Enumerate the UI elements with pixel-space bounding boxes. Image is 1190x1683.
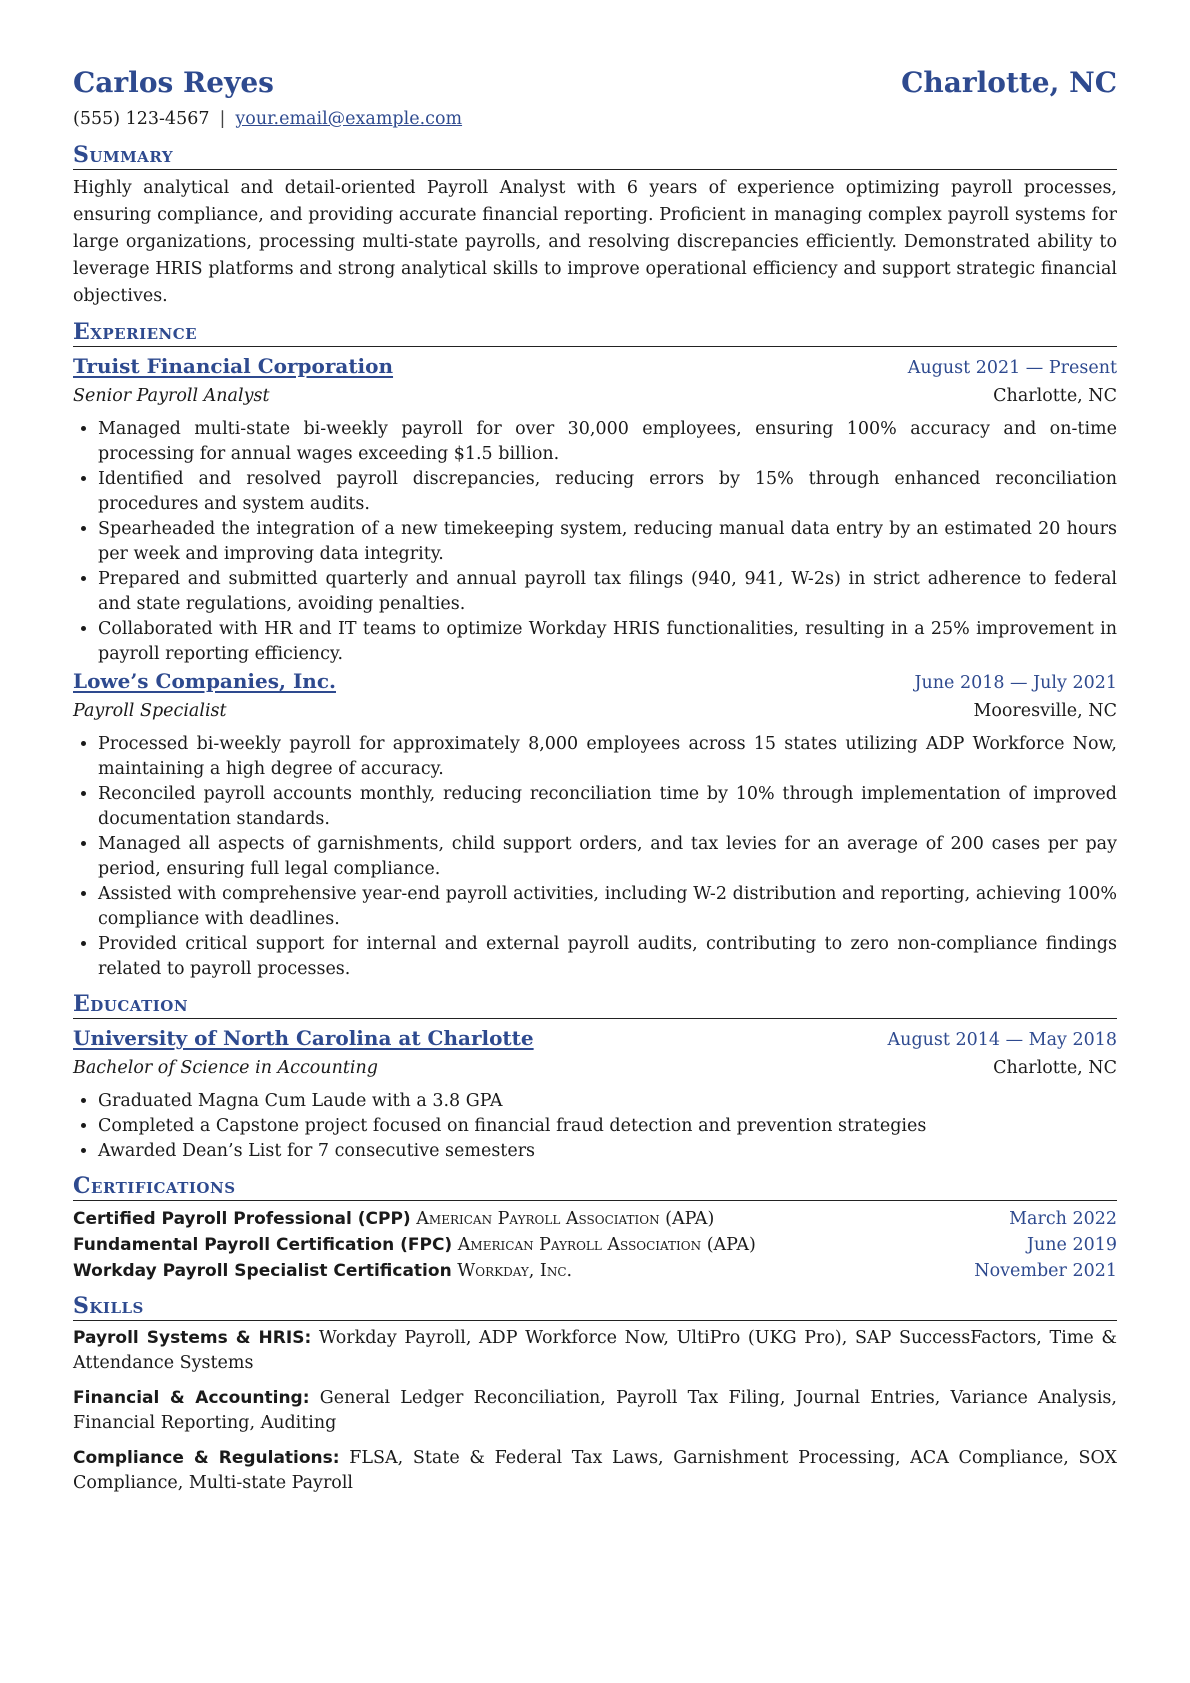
job-title: Payroll Specialist [73,701,227,721]
skills-list [73,1326,1117,1496]
education-dates: August 2014 — May 2018 [887,1030,1117,1050]
certification-row [73,1258,1117,1284]
education-bullets [73,1089,1117,1164]
bullet-item: • Identified and resolved payroll discrepancies, reducing errors by 15% through enhanced reconciliation procedures and system audits. [98,467,1117,517]
phone-number: (555) 123-4567 [73,109,210,129]
certification-row [73,1232,1117,1258]
candidate-location: Charlotte, NC [901,66,1117,99]
experience-entry [73,352,1117,667]
certification-name: Fundamental Payroll Certification (FPC) [73,1235,453,1255]
company-link[interactable]: Truist Financial Corporation [73,354,394,378]
certification-list [73,1206,1117,1284]
skill-group [73,1446,1117,1496]
school-link[interactable]: University of North Carolina at Charlotte [73,1026,534,1050]
bullet-item: • Reconciled payroll accounts monthly, reducing reconciliation time by 10% through implementation of improved documentation standards. [98,782,1117,832]
certification-date: March 2022 [1009,1209,1117,1229]
job-dates: June 2018 — July 2021 [914,673,1117,693]
certification-date: June 2019 [1026,1235,1117,1255]
bullet-item: • Graduated Magna Cum Laude with a 3.8 GPA [98,1089,1117,1114]
section-title-certifications: Certifications [73,1172,1117,1201]
bullet-item: • Completed a Capstone project focused on financial fraud detection and prevention strategies [98,1114,1117,1139]
certification-date: November 2021 [974,1261,1117,1281]
bullet-item: • Provided critical support for internal and external payroll audits, contributing to zero non-compliance findings related to payroll processes. [98,932,1117,982]
skill-values: General Ledger Reconciliation, Payroll Tax Filing, Journal Entries, Variance Analysis, Financial Reporting, Auditing [73,1388,1117,1433]
bullet-item: • Spearheaded the integration of a new timekeeping system, reducing manual data entry by an estimated 20 hours per week and improving data integrity. [98,517,1117,567]
job-location: Charlotte, NC [993,386,1117,406]
bullet-item: • Processed bi-weekly payroll for approximately 8,000 employees across 15 states utilizing ADP Workforce Now, maintaining a high degree of accuracy. [98,732,1117,782]
bullet-item: • Assisted with comprehensive year-end payroll activities, including W-2 distribution and reporting, achieving 100% compliance with deadlines. [98,882,1117,932]
section-title-skills: Skills [73,1292,1117,1321]
certification-name: Workday Payroll Specialist Certification [73,1261,452,1281]
bullet-item: • Collaborated with HR and IT teams to optimize Workday HRIS functionalities, resulting in a 25% improvement in payroll reporting efficiency. [98,617,1117,667]
job-dates: August 2021 — Present [907,358,1117,378]
section-title-summary: Summary [73,141,1117,170]
contact-separator: | [219,109,226,129]
experience-entry [73,667,1117,982]
skill-group [73,1386,1117,1436]
certification-issuer: American Payroll Association (APA) [416,1209,715,1229]
job-bullets [73,732,1117,982]
bullet-item: • Managed multi-state bi-weekly payroll for over 30,000 employees, ensuring 100% accuracy and on-time processing for annual wages exceeding $1.5 billion. [98,417,1117,467]
skill-group [73,1326,1117,1376]
job-location: Mooresville, NC [973,701,1117,721]
degree: Bachelor of Science in Accounting [73,1058,378,1078]
skill-values: FLSA, State & Federal Tax Laws, Garnishment Processing, ACA Compliance, SOX Compliance, Multi-state Payroll [73,1448,1117,1493]
skill-label: Financial & Accounting: [73,1388,310,1408]
certification-issuer: American Payroll Association (APA) [457,1235,756,1255]
summary-text: Highly analytical and detail-oriented Payroll Analyst with 6 years of experience optimizing payroll processes, ensuring compliance, and providing accurate financial reporting. Proficient in managing complex payroll systems for large organizations, processing multi-state payrolls, and resolving discrepancies efficiently. Demonstrated ability to leverage HRIS platforms and strong analytical skills to improve operational efficiency and support strategic financial objectives. [73,178,1117,306]
candidate-name: Carlos Reyes [73,66,274,99]
skill-label: Payroll Systems & HRIS: [73,1328,312,1348]
company-link[interactable]: Lowe’s Companies, Inc. [73,669,336,693]
email-link[interactable]: your.email@example.com [235,109,463,129]
job-title: Senior Payroll Analyst [73,386,270,406]
skill-values: Workday Payroll, ADP Workforce Now, UltiPro (UKG Pro), SAP SuccessFactors, Time & Attendance Systems [73,1328,1117,1373]
certification-issuer: Workday, Inc. [457,1261,573,1281]
section-title-experience: Experience [73,318,1117,347]
education-entry [73,1024,1117,1164]
resume-header [73,62,1117,104]
contact-line [73,106,1117,133]
education-location: Charlotte, NC [993,1058,1117,1078]
certification-row [73,1206,1117,1232]
bullet-item: • Awarded Dean’s List for 7 consecutive semesters [98,1139,1117,1164]
bullet-item: • Managed all aspects of garnishments, child support orders, and tax levies for an average of 200 cases per pay period, ensuring full legal compliance. [98,832,1117,882]
bullet-item: • Prepared and submitted quarterly and annual payroll tax filings (940, 941, W-2s) in strict adherence to federal and state regulations, avoiding penalties. [98,567,1117,617]
job-bullets [73,417,1117,667]
section-title-education: Education [73,990,1117,1019]
skill-label: Compliance & Regulations: [73,1448,340,1468]
certification-name: Certified Payroll Professional (CPP) [73,1209,411,1229]
